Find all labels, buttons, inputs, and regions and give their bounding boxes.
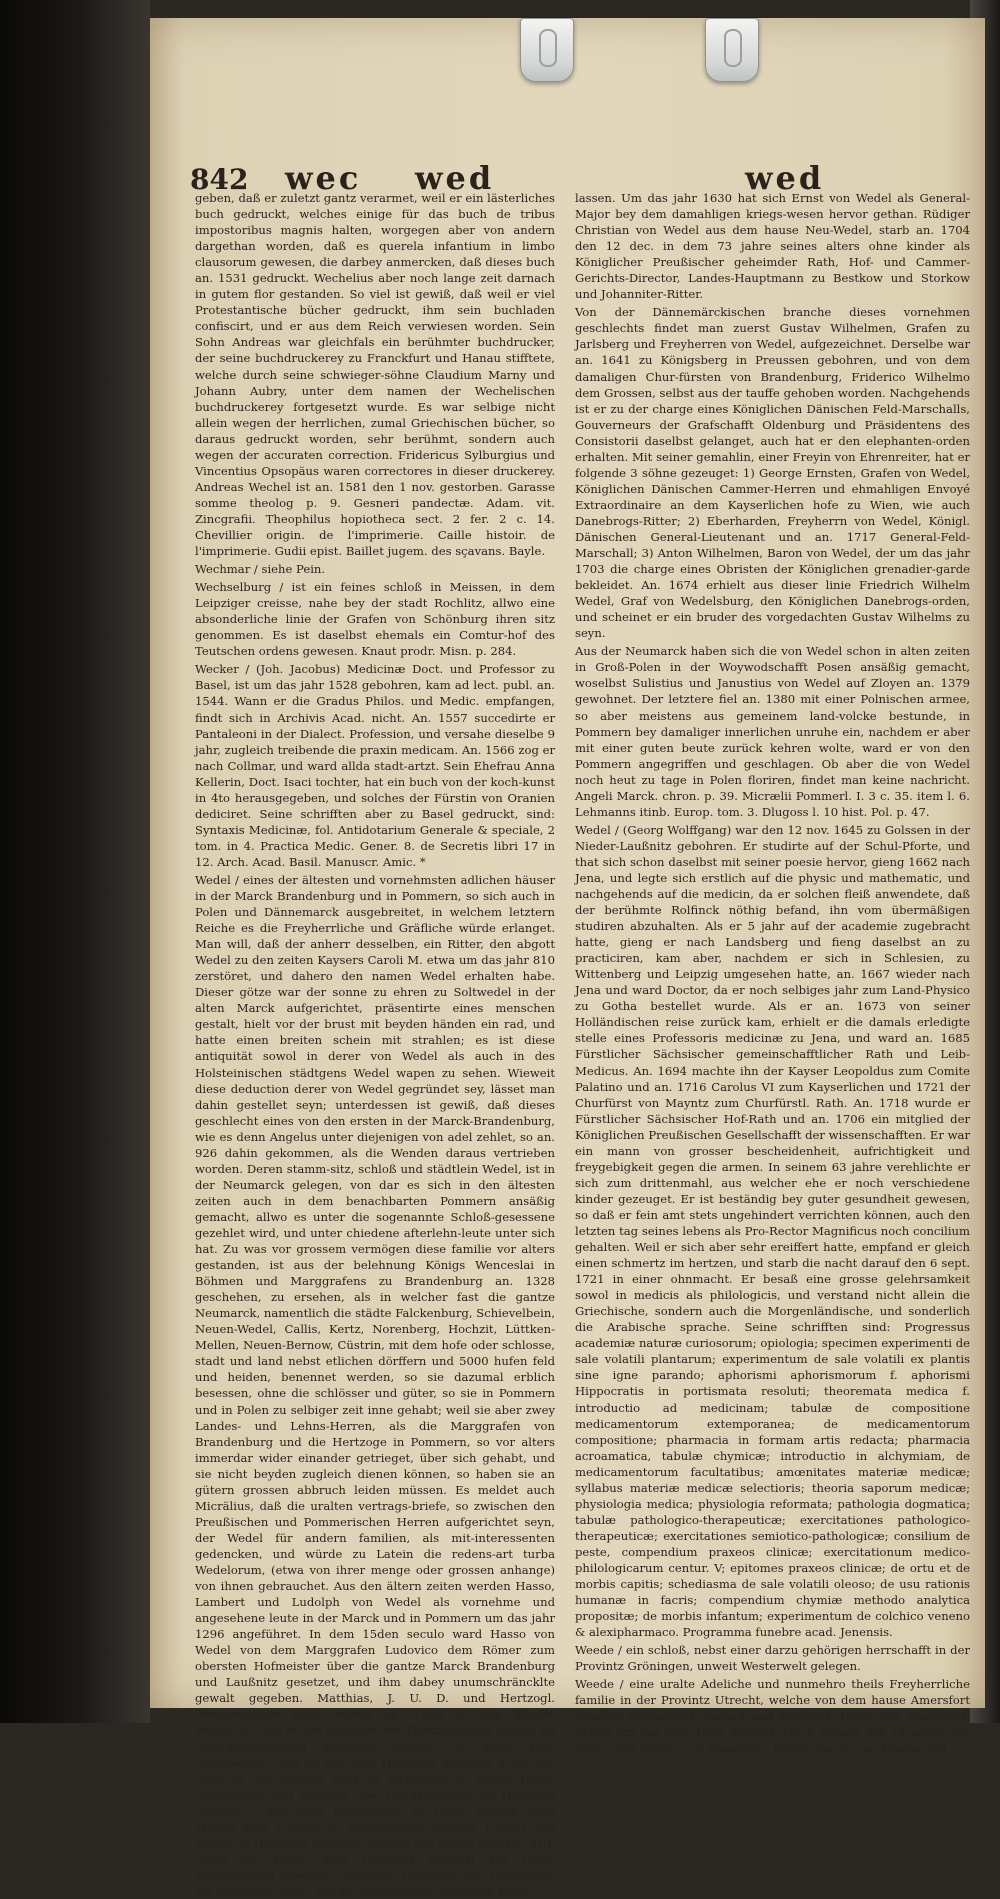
entry-wechselburg: Wechselburg / ist ein feines schloß in Meissen, in dem Leipziger creisse, nahe bey der stadt Rochlitz, allwo eine absonderliche linie der Grafen von Schönburg ihren sitz genommen. Es ist daselbst ehemals ein Comtur-hof des Teutschen ordens gewesen. Knaut prodr. Misn. p. 284. <box>195 580 555 659</box>
running-head-right: wed <box>745 159 825 197</box>
entry-weede-castle: Weede / ein schloß, nebst einer darzu gehörigen herrschafft in der Provintz Gröningen, unweit Westerwelt gelegen. <box>575 1643 970 1674</box>
left-column <box>195 190 555 1898</box>
book-gutter-shadow <box>0 0 150 1723</box>
right-column <box>575 190 970 1756</box>
entry-wechel-continued: geben, daß er zuletzt gantz verarmet, weil er ein lästerliches buch gedruckt, welches einige für das buch de tribus impostoribus magnis halten, worgegen aber von andern dargethan worden, daß es querela infantium in limbo clausorum gewesen, die darbey anmercken, daß dieses buch an. 1531 gedruckt. Wechelius aber noch lange zeit darnach in gutem flor gestanden. So viel ist gewiß, daß weil er viel Protestantische bücher gedruckt, ihm sein buchladen confiscirt, und er aus dem Reich verwiesen worden. Sein Sohn Andreas war gleichfals ein berühmter buchdrucker, der seine buchdruckerey zu Franckfurt und Hanau stifftete, welche durch seine schwieger-söhne Claudium Marny und Johann Aubry, unter dem namen der Wechelischen buchdruckerey fortgesetzt wurde. Es war selbige nicht allein wegen der herrlichen, zumal Griechischen bücher, so daraus gedruckt worden, sehr berühmt, sondern auch wegen der accuraten correction. Fridericus Sylburgius und Vincentius Opsopäus waren correctores in dieser druckerey. Andreas Wechel ist an. 1581 den 1 nov. gestorben. Garasse somme theolog p. 9. Gesneri pandectæ. Adam. vit. Zincgrafii. Theophilus hopiotheca sect. 2 fer. 2 c. 14. Chevillier origin. de l'imprimerie. Caille histoir. de l'imprimerie. Gudii epist. Baillet jugem. des sçavans. Bayle. <box>195 191 555 559</box>
entry-wedel-family: Wedel / eines der ältesten und vornehmsten adlichen häuser in der Marck Brandenburg und in Pommern, so sich auch in Polen und Dännemarck ausgebreitet, in welchem letztern Reiche es die Freyherrliche und Gräfliche würde erlanget. Man will, daß der anherr desselben, ein Ritter, den abgott Wedel zu den zeiten Kaysers Caroli M. etwa um das jahr 810 zerstöret, und dahero den namen Wedel erhalten habe. Dieser götze war der sonne zu ehren zu Soltwedel in der alten Marck aufgerichtet, präsentirte eines menschen gestalt, hielt vor der brust mit beyden händen ein rad, und hatte einen breiten schein mit strahlen; es ist diese antiquität sowol in derer von Wedel als auch in des Holsteinischen städtgens Wedel wapen zu sehen. Wieweit diese deduction derer von Wedel gegründet sey, lässet man dahin gestellet seyn; unterdessen ist gewiß, daß dieses geschlecht eines von den ersten in der Marck-Brandenburg, wie es denn Angelus unter diejenigen von adel zehlet, so an. 926 dahin gekommen, als die Wenden daraus vertrieben worden. Deren stamm-sitz, schloß und städtlein Wedel, ist in der Neumarck gelegen, von dar es sich in den ältesten zeiten auch in dem benachbarten Pommern ansäßig gemacht, allwo es unter die sogenannte Schloß-gesessene gezehlet wird, und unter chiedene afterlehn-leute unter sich hat. Zu was vor grossem vermögen diese familie vor alters gestanden, ist aus der belehnung Königs Wenceslai in Böhmen und Marggrafens zu Brandenburg an. 1328 geschehen, zu ersehen, als in welcher fast die gantze Neumarck, namentlich die städte Falckenburg, Schievelbein, Neuen-Wedel, Callis, Kertz, Norenberg, Hochzit, Lüttken-Mellen, Neuen-Bernow, Cüstrin, mit dem hofe oder schlosse, stadt und land nebst etlichen dörffern und 5000 hufen feld und heiden, benennet werden, so sie dazumal erblich besessen, ohne die schlösser und güter, so sie in Pommern und in Polen zu selbiger zeit inne gehabt; weil sie aber zwey Landes- und Lehns-Herren, als die Marggrafen von Brandenburg und die Hertzoge in Pommern, so vor alters immerdar wider einander getrieget, über sich gehabt, und sie nicht beyden zugleich dienen können, so haben sie an gütern grossen abbruch leiden müssen. Es meldet auch Micrälius, daß die uralten vertrags-briefe, so zwischen den Preußischen und Pommerischen Herren aufgerichtet seyn, der Wedel für andern familien, als mit-interessenten gedencken, und würde zu Latein die redens-art turba Wedelorum, (etwa von ihrer menge oder grossen anhange) von ihnen gebrauchet. Aus den ältern zeiten werden Hasso, Lambert und Ludolph von Wedel als vornehme und angesehene leute in der Marck und in Pommern um das jahr 1296 angeführet. In dem 15den seculo ward Hasso von Wedel von dem Marggrafen Ludovico dem Römer zum obersten Hofmeister über die gantze Marck Brandenburg und Laußnitz gesetzet, und ihm dabey unumschräncklte gewalt gegeben. Matthias, J. U. D. und Hertzogl. Pommerischer Rath, wurde an. 1469 an den Kayser geschickt, daß er die donation des Hertzogthums Stettin an Chur-Brandenburg aufheben möchte; er starb aber unterweges. Otto ist von dem Hertzoge Bogislao X auf der reise in das gelobte land zu Jerusalem zu einem Ritter geschlagen, und hernach Ober-Hof-Marschall des Hertzogs Philippi I, wie auch Hauptmann zu Loytz, dessen sohn Martin aber Comtur zu Wildenbruch worden. Caspar von Wedel ist Hertzogs Barnimi, Wedigo von Wedel Bogislai XIII, Jürge von Wedel aber Hertzogs Bogislai XIV Ober-Hofmarschall gewesen. Joachim, Hertzoglicher Land-Rath, ein gelehrter mann, hat ein Pommerisch chronicon hinter- <box>195 872 555 1898</box>
entry-wechmar: Wechmar / siehe Pein. <box>195 562 326 577</box>
running-head-middle: wed <box>415 159 495 197</box>
entry-wecker: Wecker / (Joh. Jacobus) Medicinæ Doct. und Professor zu Basel, ist um das jahr 1528 gebohren, kam ad lect. publ. an. 1544. Wann er die Gradus Philos. und Medic. empfangen, findt sich in Archivis Acad. nicht. An. 1557 succedirte er Pantaleoni in der Dialect. Profession, und versahe dieselbe 9 jahr, zugleich treibende die praxin medicam. An. 1566 zog er nach Collmar, und ward allda stadt-artzt. Sein Ehefrau Anna Kellerin, Doct. Isaci tochter, hat ein buch von der koch-kunst in 4to herausgegeben, und solches der Fürstin von Oranien dediciret. Seine schrifften aber zu Basel gedruckt, sind: Syntaxis Medicinæ, fol. Antidotarium Generale & speciale, 2 tom. in 4. Practica Medic. Gener. 8. de Secretis libri 17 in 12. Arch. Acad. Basil. Manuscr. Amic. * <box>195 662 555 869</box>
entry-wedel-georg-wolffgang: Wedel / (Georg Wolffgang) war den 12 nov. 1645 zu Golssen in der Nieder-Laußnitz gebohren. Er studirte auf der Schul-Pforte, und that sich schon daselbst mit seiner poesie hervor, gieng 1662 nach Jena, und legte sich erstlich auf die physic und mathematic, und nachgehends auf die medicin, da er solchen fleiß anwendete, daß der berühmte Rolfinck nöthig befand, ihn vom übermäßigen studiren abzuhalten. Als er 5 jahr auf der academie zugebracht hatte, gieng er nach Landsberg und fieng daselbst an zu practiciren, kam aber, nachdem er sich in Schlesien, zu Wittenberg und Leipzig umgesehen hatte, an. 1667 wieder nach Jena und ward Doctor, da er noch selbiges jahr zum Land-Physico zu Gotha bestellet wurde. Als er an. 1673 von seiner Holländischen reise zurück kam, erhielt er die damals erledigte stelle eines Professoris medicinæ zu Jena, und ward an. 1685 Fürstlicher Sächsischer gemeinschafftlicher Rath und Leib-Medicus. An. 1694 machte ihn der Kayser Leopoldus zum Comite Palatino und an. 1716 Carolus VI zum Kayserlichen und 1721 der Churfürst von Mayntz zum Churfürstl. Rath. An. 1718 wurde er Fürstlicher Sächsischer Hof-Rath und an. 1706 ein mitglied der Königlichen Preußischen Gesellschafft der wissenschafften. Er war ein mann von grosser bescheidenheit, aufrichtigkeit und freygebigkeit gegen die armen. In seinem 63 jahre verehlichte er sich zum drittenmahl, aus welcher ehe er noch verschiedene kinder gezeuget. Er ist beständig bey guter gesundheit gewesen, so daß er fein amt stets ungehindert verrichten können, auch den letzten tag seines lebens als Pro-Rector Magnificus noch concilium gehalten. Weil er sich aber sehr ereiffert hatte, empfand er gleich einen schmertz im hertzen, und starb die nacht darauf den 6 sept. 1721 in einer ohnmacht. Er besaß eine grosse gelehrsamkeit sowol in medicis als philologicis, und verstand nicht allein die Griechische, sondern auch die Morgenländische, und sonderlich die Arabische sprache. Seine schrifften sind: Progressus academiæ naturæ curiosorum; opiologia; specimen experimenti de sale volatili plantarum; experimentum de sale volatili ex plantis sine igne parando; aphorismi aphorismorum f. aphorismi Hippocratis in portismata resoluti; theoremata medica f. introductio ad medicinam; tabulæ de compositione medicamentorum extemporanea; de medicamentorum compositione; pharmacia in formam artis redacta; pharmacia acroamatica, tabulæ chymicæ; introductio in alchymiam, de medicamentorum facultatibus; amœnitates materiæ medicæ; syllabus materiæ medicæ selectioris; theoria saporum medicæ; physiologia medica; physiologia reformata; pathologia dogmatica; tabulæ pathologico-therapeuticæ; exercitationes pathologico-therapeuticæ; exercitationes semiotico-pathologicæ; consilium de peste, compendium praxeos clinicæ; exercitationum medico-philologicarum centur. V; epitomes praxeos clinicæ; de ortu et de morbis capitis; schediasma de sale volatili oleoso; de usu rationis humanæ in facris; compendium chymiæ methodo analytica propositæ; de morbis infantum; experimentum de colchico veneno & alexipharmaco. Programma funebre acad. Jenensis. <box>575 822 970 1640</box>
entry-weede-family: Weede / eine uralte Adeliche und nunmehro theils Freyherrliche familie in der Provintz Utrecht, welche von dem hause Amersfort daselbst abstammet. Rutard und Wiedrick, Ritter von Amersfort, haben um das jahr 1050 gelebet. Nach anfang des 13 seculi hat Wyer oder Walter von Amersfort, Ritter, Amelis von Weede und <box>575 1677 970 1756</box>
entry-wedel-danish-branch: Von der Dännemärckischen branche dieses vornehmen geschlechts findet man zuerst Gustav Wilhelmen, Grafen zu Jarlsberg und Freyherren von Wedel, aufgezeichnet. Derselbe war an. 1641 zu Königsberg in Preussen gebohren, und von dem damaligen Chur-fürsten von Brandenburg, Friderico Wilhelmo dem Grossen, selbst aus der tauffe gehoben worden. Nachgehends ist er zu der charge eines Königlichen Dänischen Feld-Marschalls, Gouverneurs der Grafschafft Oldenburg und Präsidentens des Consistorii daselbst gelanget, auch hat er den elephanten-orden erhalten. Mit seiner gemahlin, einer Freyin von Ehrenreiter, hat er folgende 3 söhne gezeuget: 1) George Ernsten, Grafen von Wedel, Königlichen Dänischen Cammer-Herren und ehmahligen Envoyé Extraordinaire an dem Kayserlichen hofe zu Wien, wie auch Danebrogs-Ritter; 2) Eberharden, Freyherrn von Wedel, Königl. Dänischen General-Lieutenant und an. 1717 General-Feld-Marschall; 3) Anton Wilhelmen, Baron von Wedel, der um das jahr 1703 die charge eines Obristen der Königlichen grenadier-garde bekleidet. An. 1674 erhielt aus dieser linie Friedrich Wilhelm Wedel, Graf von Wedelsburg, den Königlichen Danebrogs-orden, und scheinet er ein bruder des vorgedachten Gustav Wilhelms zu seyn. <box>575 305 970 641</box>
entry-wedel-polish-branch: Aus der Neumarck haben sich die von Wedel schon in alten zeiten in Groß-Polen in der Woywodschafft Posen ansäßig gemacht, woselbst Sulistius und Janustius von Wedel auf Zloyen an. 1379 gewohnet. Der letztere fiel an. 1380 mit einer Polnischen armee, so aber meistens aus gemeinem land-volcke bestunde, in Pommern bey damaliger innerlichen unruhe ein, nachdem er aber mit einer guten beute zurück kehren wolte, ward er von den Pommern angegriffen und geschlagen. Ob aber die von Wedel noch heut zu tage in Polen floriren, findet man keine nachricht. Angeli Marck. chron. p. 39. Micrælii Pommerl. I. 3 c. 35. item l. 6. Lehmanns itinb. Europ. tom. 3. Dlugoss l. 10 hist. Pol. p. 47. <box>575 644 970 819</box>
page-number: 842 <box>190 163 249 196</box>
page-clip-left <box>520 18 574 82</box>
page-clip-right <box>705 18 759 82</box>
entry-wedel-continued: lassen. Um das jahr 1630 hat sich Ernst von Wedel als General-Major bey dem damahligen kriegs-wesen hervor gethan. Rüdiger Christian von Wedel aus dem hause Neu-Wedel, starb an. 1704 den 12 dec. in dem 73 jahre seines alters ohne kinder als Königlicher Preußischer geheimder Rath, Hof- und Cammer-Gerichts-Director, Landes-Hauptmann zu Bestkow und Storkow und Johanniter-Ritter. <box>575 191 970 302</box>
book-page <box>150 18 985 1898</box>
running-head-left: wec <box>285 159 362 197</box>
